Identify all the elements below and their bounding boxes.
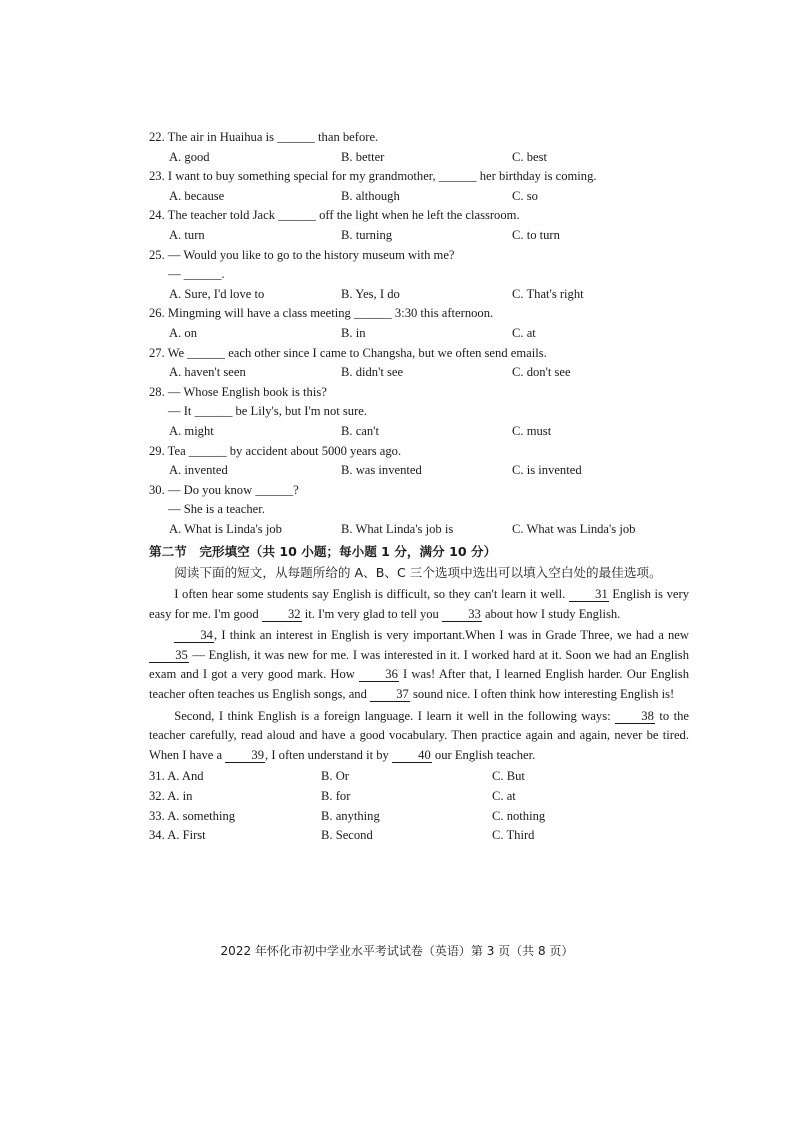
option-c: C. must bbox=[512, 423, 552, 438]
passage-text: our English teacher. bbox=[431, 747, 536, 762]
option-c: C. What was Linda's job bbox=[512, 521, 636, 536]
page-footer: 2022 年怀化市初中学业水平考试试卷（英语）第 3 页（共 8 页） bbox=[220, 944, 574, 958]
option-b: B. didn't see bbox=[341, 365, 404, 380]
question-27-options bbox=[149, 363, 689, 383]
passage-text: to the teacher carefully, read aloud and have a good vocabulary. Then practice again and again, never be tired. When I have a bbox=[149, 708, 690, 762]
option-a: A. haven't seen bbox=[169, 365, 246, 380]
question-23: 23. I want to buy something special for my grandmother, ______ her birthday is coming. bbox=[149, 169, 597, 184]
question-30-reply: — She is a teacher. bbox=[168, 502, 265, 517]
option-b: B. although bbox=[341, 188, 400, 203]
question-22-options bbox=[149, 148, 689, 168]
option-b: B. anything bbox=[321, 808, 380, 823]
option-c: C. to turn bbox=[512, 227, 560, 242]
passage-text: I was! After that, I learned English harder. Our English teacher often teaches us English songs, and bbox=[149, 667, 690, 702]
option-b: B. for bbox=[321, 789, 351, 803]
page-content bbox=[149, 128, 689, 846]
option-b: B. Or bbox=[321, 769, 349, 784]
option-c: C. Third bbox=[492, 828, 535, 843]
blank-38: 38 bbox=[615, 709, 655, 724]
question-28: 28. — Whose English book is this? bbox=[149, 384, 327, 399]
option-c: C. But bbox=[492, 769, 525, 784]
question-24-options bbox=[149, 226, 689, 246]
option-b: B. can't bbox=[341, 423, 379, 438]
option-c: C. don't see bbox=[512, 365, 571, 380]
option-b: B. in bbox=[341, 325, 366, 340]
option-a: 31. A. And bbox=[149, 769, 204, 784]
question-28-options bbox=[149, 422, 689, 442]
option-a: A. What is Linda's job bbox=[169, 521, 282, 536]
passage-text: — English, it was new for me. I was interested in it. I worked hard at it. Soon we had an English exam and I got a very good mark. How bbox=[149, 647, 689, 682]
option-c: C. best bbox=[512, 149, 547, 164]
option-a: A. good bbox=[169, 149, 210, 164]
cloze-32-options bbox=[149, 787, 689, 807]
blank-35: 35 bbox=[149, 648, 189, 663]
cloze-31-options bbox=[149, 767, 689, 787]
question-22: 22. The air in Huaihua is ______ than before. bbox=[149, 130, 379, 144]
question-28-reply: — It ______ be Lily's, but I'm not sure. bbox=[168, 404, 368, 419]
section-instruction: 阅读下面的短文，从每题所给的 A、B、C 三个选项中选出可以填入空白处的最佳选项。 bbox=[174, 565, 662, 581]
blank-31: 31 bbox=[569, 587, 609, 602]
cloze-33-options bbox=[149, 807, 689, 827]
option-c: C. is invented bbox=[512, 463, 582, 478]
option-a: A. might bbox=[169, 423, 214, 438]
passage-text: , I often understand it by bbox=[265, 747, 392, 762]
blank-37: 37 bbox=[370, 687, 410, 702]
passage-text: it. I'm very glad to tell you bbox=[301, 606, 443, 621]
question-27: 27. We ______ each other since I came to Changsha, but we often send emails. bbox=[149, 345, 547, 360]
question-29-options bbox=[149, 461, 689, 481]
blank-34: 34 bbox=[174, 628, 214, 643]
blank-33: 33 bbox=[442, 607, 482, 622]
option-a: A. Sure, I'd love to bbox=[169, 286, 265, 301]
option-b: B. What Linda's job is bbox=[341, 521, 454, 536]
blank-32: 32 bbox=[262, 607, 302, 622]
question-25-reply: — ______. bbox=[168, 267, 225, 282]
question-25-options bbox=[149, 285, 689, 305]
passage-paragraph-1 bbox=[149, 585, 689, 624]
passage-text: , I think an interest in English is very important.When I was in Grade Three, we had a new bbox=[213, 628, 689, 643]
question-30-options bbox=[149, 520, 689, 540]
blank-36: 36 bbox=[359, 667, 399, 682]
blank-39: 39 bbox=[225, 748, 265, 763]
option-b: B. was invented bbox=[341, 463, 422, 478]
option-a: A. invented bbox=[169, 463, 228, 478]
option-b: B. better bbox=[341, 149, 385, 164]
question-30: 30. — Do you know ______? bbox=[149, 482, 299, 497]
option-a: 33. A. something bbox=[149, 808, 236, 823]
option-a: A. on bbox=[169, 325, 197, 340]
question-25: 25. — Would you like to go to the history museum with me? bbox=[149, 247, 455, 262]
cloze-34-options bbox=[149, 826, 689, 846]
option-a: 34. A. First bbox=[149, 828, 206, 843]
option-c: C. nothing bbox=[492, 808, 546, 823]
passage-text: Second, I think English is a foreign language. I learn it well in the following ways: bbox=[174, 708, 616, 723]
option-c: C. so bbox=[512, 188, 538, 203]
option-c: C. That's right bbox=[512, 286, 584, 301]
option-c: C. at bbox=[512, 325, 536, 340]
question-26: 26. Mingming will have a class meeting ______ 3:30 this afternoon. bbox=[149, 306, 494, 321]
passage-paragraph-3 bbox=[149, 707, 689, 766]
option-b: B. Second bbox=[321, 828, 373, 843]
option-a: A. turn bbox=[169, 227, 205, 242]
question-24: 24. The teacher told Jack ______ off the light when he left the classroom. bbox=[149, 208, 520, 223]
option-a: A. because bbox=[169, 188, 225, 203]
section-title: 第二节 完形填空（共 10 小题；每小题 1 分，满分 10 分） bbox=[149, 544, 497, 560]
option-b: B. turning bbox=[341, 227, 393, 242]
passage-paragraph-2 bbox=[149, 626, 689, 704]
blank-40: 40 bbox=[392, 748, 432, 763]
question-26-options bbox=[149, 324, 689, 344]
question-23-options bbox=[149, 187, 689, 207]
passage-text: English is very easy for me. I'm good bbox=[149, 587, 689, 621]
option-c: C. at bbox=[492, 789, 516, 803]
question-29: 29. Tea ______ by accident about 5000 years ago. bbox=[149, 443, 402, 458]
passage-text: about how I study English. bbox=[481, 606, 621, 621]
passage-text: I often hear some students say English is difficult, so they can't learn it well. bbox=[174, 587, 569, 602]
passage-text: sound nice. I often think how interesting English is! bbox=[409, 687, 675, 702]
option-b: B. Yes, I do bbox=[341, 286, 400, 301]
option-a: 32. A. in bbox=[149, 789, 193, 803]
